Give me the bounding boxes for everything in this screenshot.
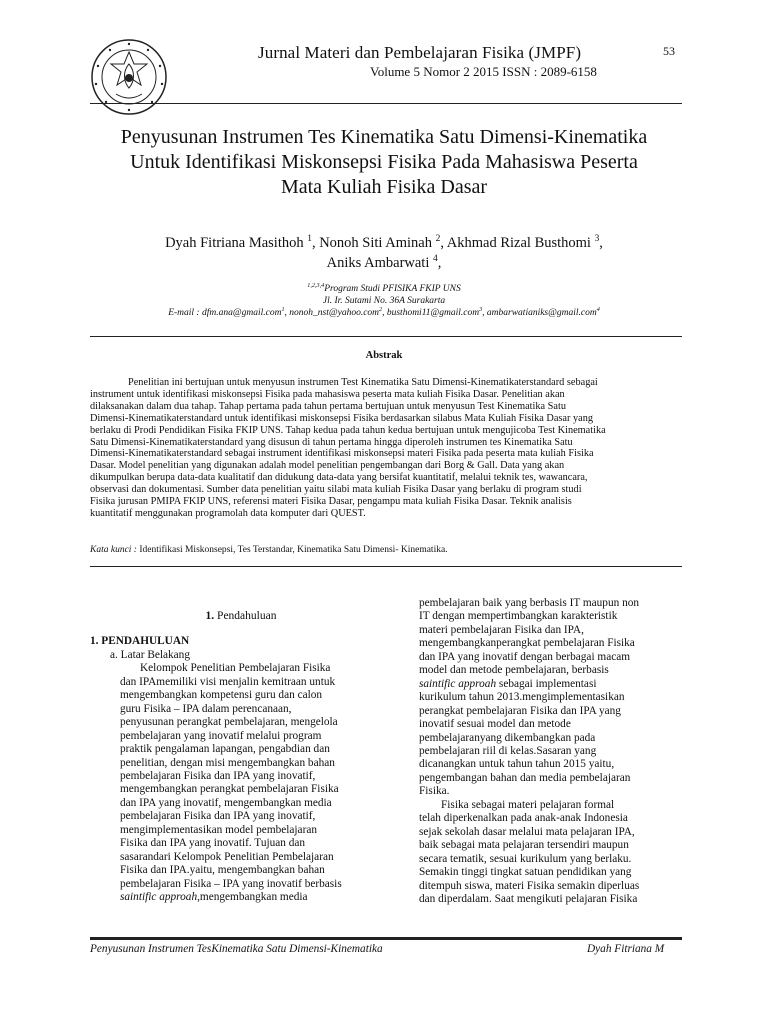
- abstract-top-rule: [90, 336, 682, 337]
- paragraph-line: kurikulum tahun 2013.mengimplementasikan: [419, 691, 625, 704]
- paragraph-line: IT dengan mempertimbangkan karakteristik: [419, 610, 618, 623]
- paragraph-line: praktik pengalaman lapangan, pengabdian dan: [120, 743, 330, 756]
- paragraph-line: sasarandari Kelompok Penelitian Pembelajaran: [120, 850, 334, 863]
- italic-term: saintific approah: [419, 677, 497, 690]
- author-name: Aniks Ambarwati: [326, 255, 430, 271]
- email-address[interactable]: , busthomi11@gmail.com: [382, 308, 480, 318]
- body-column-right: [419, 597, 681, 906]
- heading-pendahuluan: 1. PENDAHULUAN: [90, 635, 190, 648]
- abstract-line: Dimensi-Kinematikaterstandard sebagai instrument identifikasi miskonsepsi materi Fisika pada peserta mata kuliah Fisika: [90, 448, 594, 460]
- paragraph-line: dan IPA yang inovatif dengan berbagai macam: [419, 650, 631, 663]
- abstract-line: kuantitatif menggunakan programolah data komputer dari QUEST.: [90, 507, 366, 519]
- paragraph-line: pembelajaran baik yang berbasis IT maupun non: [419, 597, 640, 609]
- section-heading: [90, 610, 362, 623]
- paragraph-line: mengembangkan perangkat pembelajaran Fisika: [120, 783, 339, 796]
- footer-running-title: Penyusunan Instrumen TesKinematika Satu Dimensi-Kinematika: [90, 943, 383, 955]
- paragraph-line: pengembangan bahan dan media pembelajaran: [419, 771, 631, 784]
- paragraph-line: dan diperdalam. Saat mengikuti pelajaran Fisika: [419, 892, 638, 905]
- paragraph-line: Fisika dan IPA yang inovatif. Tujuan dan: [120, 837, 306, 850]
- title-line: Penyusunan Instrumen Tes Kinematika Satu Dimensi-Kinematika: [120, 126, 648, 148]
- affiliation-block: [80, 283, 688, 319]
- abstract-line: dilaksanakan dalam dua tahap. Tahap pertama pada tahun pertama bertujuan untuk menyusun Test Kinematika Satu: [90, 400, 566, 412]
- footer-author: Dyah Fitriana M: [587, 943, 665, 955]
- affil-address: Jl. Ir. Sutami No. 36A Surakarta: [322, 296, 446, 306]
- paragraph-line: perangkat pembelajaran Fisika dan IPA yang: [419, 704, 621, 717]
- paragraph-line: mengembangkan kompetensi guru dan calon: [120, 689, 323, 702]
- keywords: [90, 545, 690, 555]
- university-seal-logo: [90, 38, 168, 116]
- paragraph-line: Fisika dan IPA.yaitu, mengembangkan bahan: [120, 864, 325, 877]
- author-separator: ,: [599, 235, 603, 251]
- paragraph-line: [419, 678, 681, 691]
- paragraph-line: penelitian, dengan misi mengembangkan bahan: [120, 756, 335, 769]
- author-affil-mark: 1: [307, 234, 312, 245]
- email-mark: 3: [479, 306, 483, 313]
- abstract-line: dikumpulkan berupa data-data kualitatif dan didukung data-data yang bersifat kuantitatif, melalui teknik tes, wawancara,: [90, 472, 588, 484]
- paragraph-line: mengembangkanperangkat pembelajaran Fisika: [419, 637, 635, 650]
- author-separator: ,: [437, 255, 442, 271]
- abstract-heading: Abstrak: [365, 350, 403, 361]
- abstract-line: instrument untuk identifikasi miskonsepsi Fisika pada mahasiswa peserta mata kuliah Fisika Dasar. Penelitian akan: [90, 388, 565, 400]
- paragraph-line: secara tematik, sesuai kurikulum yang berlaku.: [419, 852, 632, 865]
- abstract-line: Fisika jurusan PMIPA FKIP UNS, referensi materi Fisika Dasar, pengampu mata kuliah Fisika Dasar. Teknik analisis: [90, 496, 572, 508]
- paragraph-line: materi pembelajaran Fisika dan IPA,: [419, 623, 584, 636]
- paragraph-fragment: sebagai implementasi: [496, 677, 597, 690]
- author-name: , Nonoh Siti Aminah: [311, 235, 432, 251]
- paragraph-line: Semakin tinggi tingkat satuan pendidikan yang: [419, 866, 632, 879]
- paragraph-line: dan IPA yang inovatif, mengembangkan media: [120, 796, 332, 809]
- paragraph-line: mengimplementasikan model pembelajaran: [120, 823, 318, 836]
- email-label: E-mail :: [168, 308, 202, 318]
- paragraph-line: pembelajaran yang inovatif melalui program: [120, 729, 322, 742]
- paragraph-line: dicanangkan untuk tahun tahun 2015 yaitu,: [419, 758, 615, 771]
- paragraph-line: inovatif sesuai model dan metode: [419, 718, 571, 731]
- abstract-line: berlaku di Prodi Pendidikan Fisika FKIP UNS. Tahap kedua pada tahun kedua bertujuan untuk mengujicoba Test Kinematika: [90, 424, 606, 436]
- paragraph-line: baik sebagai mata pelajaran tersendiri maupun: [419, 839, 629, 852]
- author-name: , Akhmad Rizal Busthomi: [440, 235, 591, 251]
- author-affil-mark: 2: [435, 234, 441, 245]
- paragraph-line: dan IPAmemiliki visi menjalin kemitraan untuk: [120, 675, 336, 688]
- subheading-latar-belakang: a. Latar Belakang: [110, 648, 190, 661]
- paragraph-line: Kelompok Penelitian Pembelajaran Fisika: [140, 662, 331, 675]
- author-affil-mark: 4: [433, 254, 438, 265]
- paragraph-line: ditempuh siswa, materi Fisika semakin diperluas: [419, 879, 640, 892]
- affil-program: Program Studi PFISIKA FKIP UNS: [324, 284, 461, 294]
- section-title: Pendahuluan: [214, 610, 277, 622]
- article-title: [80, 125, 688, 200]
- paragraph-line: pembelajaran Fisika dan IPA yang inovatif,: [120, 769, 316, 782]
- paragraph-fragment: ,mengembangkan media: [197, 891, 308, 904]
- email-address[interactable]: dfm.ana@gmail.com: [201, 308, 282, 318]
- italic-term: saintific approah: [120, 891, 198, 904]
- author-affil-mark: 3: [594, 234, 600, 245]
- title-line: Untuk Identifikasi Miskonsepsi Fisika Pada Mahasiswa Peserta: [130, 151, 638, 173]
- keywords-rule: [90, 566, 682, 567]
- paragraph-line: [90, 891, 362, 904]
- footer-rule: [90, 937, 682, 940]
- email-address[interactable]: , ambarwatianiks@gmail.com: [482, 308, 597, 318]
- paragraph-line: model dan metode pembelajaran, berbasis: [419, 664, 609, 677]
- abstract-line: observasi dan dokumentasi. Sumber data penelitian yaitu silabi mata kuliah Fisika Dasar yang berlaku di program studi: [90, 484, 582, 496]
- email-mark: 4: [596, 306, 600, 313]
- header-rule: [90, 103, 682, 104]
- abstract-line: Satu Dimensi-Kinematikaterstandard yang disusun di tahun pertama hingga diperoleh instrumen tes Kinematika Satu: [90, 436, 573, 448]
- paragraph-line: penyusunan perangkat pembelajaran, mengelola: [120, 716, 338, 729]
- email-mark: 1: [281, 306, 285, 313]
- keywords-text: Identifikasi Miskonsepsi, Tes Terstandar, Kinematika Satu Dimensi- Kinematika.: [139, 545, 448, 555]
- paragraph-line: pembelajaran Fisika – IPA yang inovatif berbasis: [120, 877, 342, 890]
- paragraph-line: Fisika.: [419, 785, 450, 798]
- paragraph-line: pembelajaranyang dikembangkan pada: [419, 731, 596, 744]
- paragraph-line: guru Fisika – IPA dalam perencanaan,: [120, 702, 292, 715]
- page-number: 53: [663, 44, 675, 58]
- email-mark: 2: [379, 306, 383, 313]
- abstract-line: Penelitian ini bertujuan untuk menyusun instrumen Test Kinematika Satu Dimensi-Kinematikaterstandard sebagai: [128, 377, 598, 388]
- journal-title: Jurnal Materi dan Pembelajaran Fisika (JMPF): [258, 43, 582, 62]
- title-line: Mata Kuliah Fisika Dasar: [280, 176, 488, 198]
- paragraph-line: Fisika sebagai materi pelajaran formal: [441, 798, 615, 811]
- paragraph-line: sejak sekolah dasar melalui mata pelajaran IPA,: [419, 825, 635, 838]
- keywords-label: Kata kunci :: [90, 545, 140, 555]
- body-column-left: [90, 610, 362, 905]
- author-name: Dyah Fitriana Masithoh: [165, 235, 304, 251]
- affil-mark: 1,2,3,4: [307, 282, 325, 289]
- email-address[interactable]: , nonoh_nst@yahoo.com: [284, 308, 380, 318]
- paragraph-line: pembelajaran riil di kelas.Sasaran yang: [419, 744, 597, 757]
- paragraph-line: telah diperkenalkan pada anak-anak Indonesia: [419, 812, 628, 825]
- abstract-body: [90, 377, 674, 520]
- paragraph-line: pembelajaran Fisika dan IPA yang inovatif,: [120, 810, 316, 823]
- section-number: 1.: [205, 610, 215, 622]
- author-list: [80, 233, 688, 273]
- abstract-line: Dasar. Model penelitian yang digunakan adalah model penelitian pengembangan dari Borg & Gall. Data yang akan: [90, 460, 565, 472]
- journal-volume-issn: Volume 5 Nomor 2 2015 ISSN : 2089-6158: [370, 64, 597, 79]
- abstract-line: Dimensi-Kinematikaterstandard untuk identifikasi miskonsepsi Fisika berdasarkan silabus Mata Kuliah Fisika Dasar yang: [90, 412, 594, 424]
